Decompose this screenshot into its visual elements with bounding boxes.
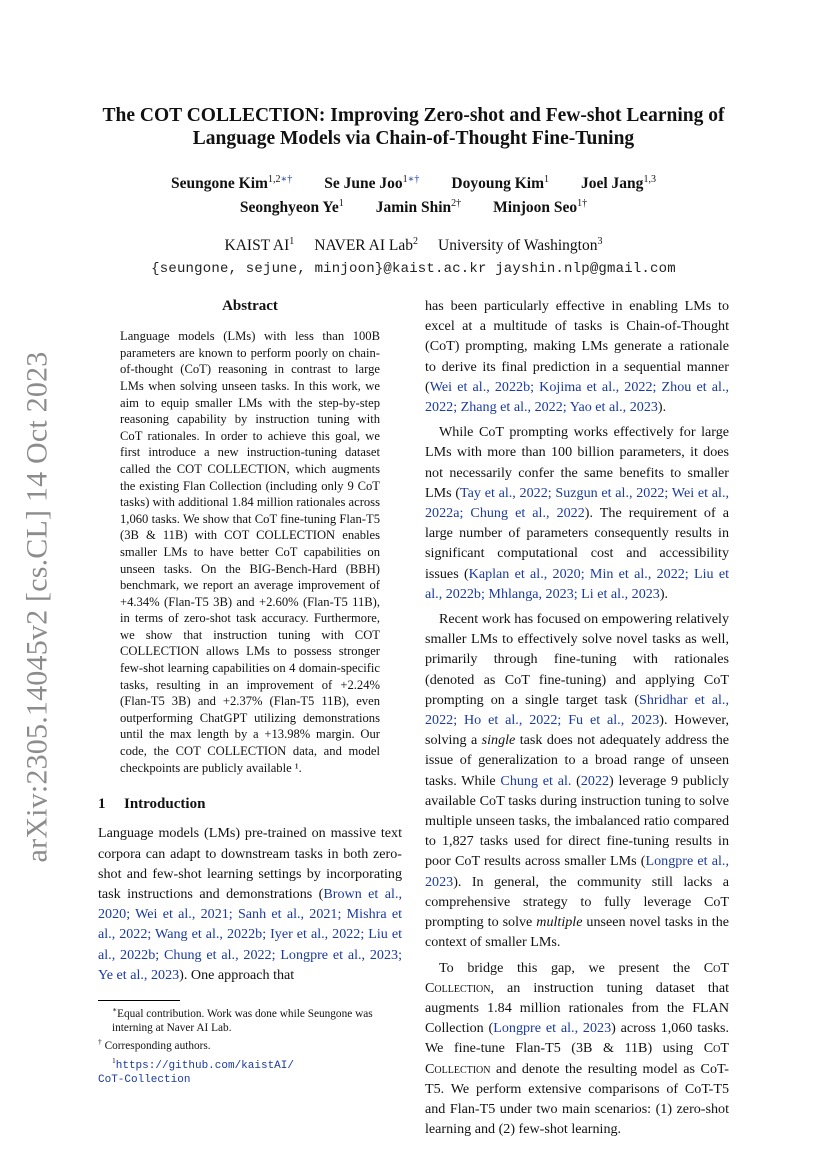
citation-links[interactable]: Wei et al., 2022b; Kojima et al., 2022; Zhou et al., 2022; Zhang et al., 2022; Yao et al., 2023 <box>425 378 729 416</box>
text-span: ) across 1,060 tasks. We fine-tune Flan-T5 (3B & 11B) using <box>425 1020 729 1057</box>
text-span: ). In general, the community still lacks a comprehensive strategy to fully leverage CoT prompting to solve <box>425 873 729 931</box>
right-column <box>425 296 729 1139</box>
abstract-text: Language models (LMs) with less than 100B parameters are known to perform poorly on chain-of-thought (CoT) reasoning in contrast to large LMs when solving unseen tasks. In this work, we aim to equip smaller LMs with the step-by-step reasoning capability by instruction tuning with CoT rationales. In order to achieve this goal, we first introduce a new instruction-tuning dataset called the COT COLLECTION, which augments the existing Flan Collection (including only 9 CoT tasks) with additional 1.84 million rationales across 1,060 tasks. We show that CoT fine-tuning Flan-T5 (3B & 11B) with COT COLLECTION enables smaller LMs to have better CoT capabilities on unseen tasks. On the BIG-Bench-Hard (BBH) benchmark, we report an average improvement of +4.34% (Flan-T5 3B) and +2.60% (Flan-T5 11B), in terms of zero-shot task accuracy. Furthermore, we show that instruction tuning with COT COLLECTION allows LMs to possess stronger few-shot learning capabilities on 4 domain-specific tasks, resulting in an improvement of +2.24% (Flan-T5 3B) and +2.37% (Flan-T5 11B), even outperforming ChatGPT utilizing demonstrations until the max length by a +13.98% margin. Our code, the COT COLLECTION data, and model checkpoints are publicly available ¹. <box>120 329 380 775</box>
intro-paragraph-2 <box>425 422 729 604</box>
author-name-text: Jamin Shin <box>375 199 452 217</box>
text-span: ). The requirement of a large number of parameters consequently results in significant computational cost and accessibility issues ( <box>425 505 729 582</box>
repository-link[interactable]: CoT-Collection <box>98 1074 191 1087</box>
footnotes <box>98 1003 404 1088</box>
text-span: ) leverage 9 publicly available CoT tasks during instruction tuning to solve multiple unseen tasks, the imbalanced ratio compared to 1,827 tasks used for direct fine-tuning results in poor CoT results across smaller LMs ( <box>425 772 729 870</box>
text-span: , an instruction tuning dataset that augments 1.84 million rationales from the FLAN Collection ( <box>425 979 729 1037</box>
text-span: ). One approach that <box>179 966 295 983</box>
author-name <box>581 170 656 194</box>
affiliation-name: KAIST AI <box>224 237 290 255</box>
paper-title <box>0 104 827 150</box>
text-span: ). <box>659 585 669 602</box>
author-name <box>451 170 549 194</box>
emphasis: single <box>481 732 516 749</box>
footnote-code-link: $^1$https://github.com/kaistAI/ <box>112 1055 294 1072</box>
text-span: To bridge this gap, we present the <box>439 959 704 976</box>
affiliation-name: University of Washington <box>438 237 598 255</box>
author-name <box>171 170 292 194</box>
author-name <box>324 170 419 194</box>
author-affiliation-mark: 1,2∗† <box>267 174 293 185</box>
title-line-2: Language Models via Chain-of-Thought Fine-Tuning <box>192 128 635 149</box>
arxiv-identifier-stamp <box>20 351 53 863</box>
author-name-text: Joel Jang <box>581 175 644 193</box>
text-span: While CoT prompting works effectively for large LMs with more than 100 billion parameters, it does not necessarily confer the same benefits to smaller LMs ( <box>425 424 729 501</box>
intro-paragraph-1-part-2 <box>425 296 729 417</box>
left-column <box>98 296 402 985</box>
footnote-equal-contribution: ∗Equal contribution. Work was done while Seungone was interning at Naver AI Lab. <box>112 1005 373 1034</box>
dataset-name: CoT Collection <box>425 1040 729 1077</box>
intro-paragraph-1-part-1 <box>98 823 402 985</box>
text-span: ( <box>571 772 581 789</box>
text-span: ). However, solving a <box>425 712 729 749</box>
affiliation <box>314 236 418 255</box>
section-heading-introduction <box>98 794 402 814</box>
section-title: Introduction <box>124 796 206 813</box>
affiliation-number: 1 <box>289 236 295 248</box>
footnote-corresponding: † Corresponding authors. <box>98 1037 211 1053</box>
dataset-name: CoT Collection <box>425 959 729 996</box>
text-span: Language models (LMs) pre-trained on massive text corpora can adapt to downstream tasks in both zero-shot and few-shot learning settings by incorporating task instructions and demonstrations ( <box>98 825 402 903</box>
footnote-divider <box>98 1000 180 1001</box>
author-name <box>376 194 461 218</box>
affiliation-number: 3 <box>597 236 603 248</box>
abstract-heading: Abstract <box>222 298 278 314</box>
affiliation-name: NAVER AI Lab <box>314 237 413 255</box>
text-span: ). <box>657 399 667 416</box>
citation-links[interactable]: Brown et al., 2020; Wei et al., 2021; Sanh et al., 2021; Mishra et al., 2022; Wang et al., 2022b; Iyer et al., 2022; Liu et al., 2022b; Chung et al., 2022; Longpre et al., 2023; Ye et al., 2023 <box>98 886 402 983</box>
footnote-code-link-continued <box>98 1073 404 1088</box>
author-name-text: Seonghyeon Ye <box>239 199 339 217</box>
author-affiliation-mark: 1 <box>338 198 344 210</box>
citation-link[interactable]: 2022 <box>580 772 610 789</box>
author-name-text: Se June Joo <box>324 175 403 193</box>
author-list <box>0 170 827 218</box>
citation-link[interactable]: Longpre et al., 2023 <box>493 1020 612 1037</box>
text-span: has been particularly effective in enabling LMs to excel at a multitude of tasks is Chain-of-Thought (CoT) prompting, making LMs generate a rationale to derive its final prediction in a sequential manner ( <box>425 298 729 395</box>
affiliation-list <box>0 236 827 255</box>
footnote-text: Equal contribution. Work was done while Seungone was interning at Naver AI Lab. <box>112 1007 373 1034</box>
citation-links[interactable]: Shridhar et al., 2022; Ho et al., 2022; Fu et al., 2023 <box>425 691 729 729</box>
affiliation <box>225 236 295 255</box>
text-span: task does not adequately address the issue of generalization to a broad range of unseen tasks. While <box>425 732 729 789</box>
contact-emails: {seungone, sejune, minjoon}@kaist.ac.kr jayshin.nlp@gmail.com <box>151 261 676 278</box>
author-affiliation-mark: 1 <box>544 174 549 185</box>
repository-link[interactable]: https://github.com/kaistAI/ <box>115 1059 294 1072</box>
author-name-text: Seungone Kim <box>171 175 268 193</box>
text-span: unseen novel tasks in the context of smaller LMs. <box>425 914 729 951</box>
citation-links[interactable]: Tay et al., 2022; Suzgun et al., 2022; Wei et al., 2022a; Chung et al., 2022 <box>425 484 729 522</box>
title-line-1: The COT COLLECTION: Improving Zero-shot and Few-shot Learning of <box>102 105 725 126</box>
author-name-text: Doyoung Kim <box>451 175 544 193</box>
citation-link[interactable]: Longpre et al., 2023 <box>425 853 729 890</box>
affiliation-number: 2 <box>413 236 418 248</box>
intro-paragraph-3 <box>425 609 729 952</box>
author-affiliation-mark: 2† <box>451 198 462 210</box>
author-affiliation-mark: 1∗† <box>402 174 420 185</box>
text-span: and denote the resulting model as CoT-T5. We perform extensive comparisons of CoT-T5 and Flan-T5 under two main scenarios: (1) zero-shot learning and (2) few-shot learning. <box>425 1060 729 1138</box>
paper-header <box>0 104 827 277</box>
emphasis: multiple <box>536 914 583 931</box>
citation-link[interactable]: Chung et al. <box>500 772 572 789</box>
arxiv-stamp-text: arXiv:2305.14045v2 [cs.CL] 14 Oct 2023 <box>20 351 53 863</box>
author-affiliation-mark: 1† <box>577 198 588 210</box>
intro-paragraph-4 <box>425 958 729 1140</box>
author-affiliation-mark: 1,3 <box>643 174 656 185</box>
text-span: Recent work has focused on empowering relatively smaller LMs to effectively solve novel tasks as well, primarily through fine-tuning with rationales (denoted as CoT fine-tuning) and applying CoT prompting on a single target task ( <box>425 611 729 708</box>
footnote-text: Corresponding authors. <box>104 1040 211 1053</box>
author-name-text: Minjoon Seo <box>493 199 578 217</box>
author-name <box>240 194 344 218</box>
affiliation <box>438 236 602 255</box>
citation-links[interactable]: Kaplan et al., 2020; Min et al., 2022; Liu et al., 2022b; Mhlanga, 2023; Li et al., 2023 <box>425 565 729 602</box>
section-number: 1 <box>98 796 106 813</box>
author-name <box>493 194 587 218</box>
